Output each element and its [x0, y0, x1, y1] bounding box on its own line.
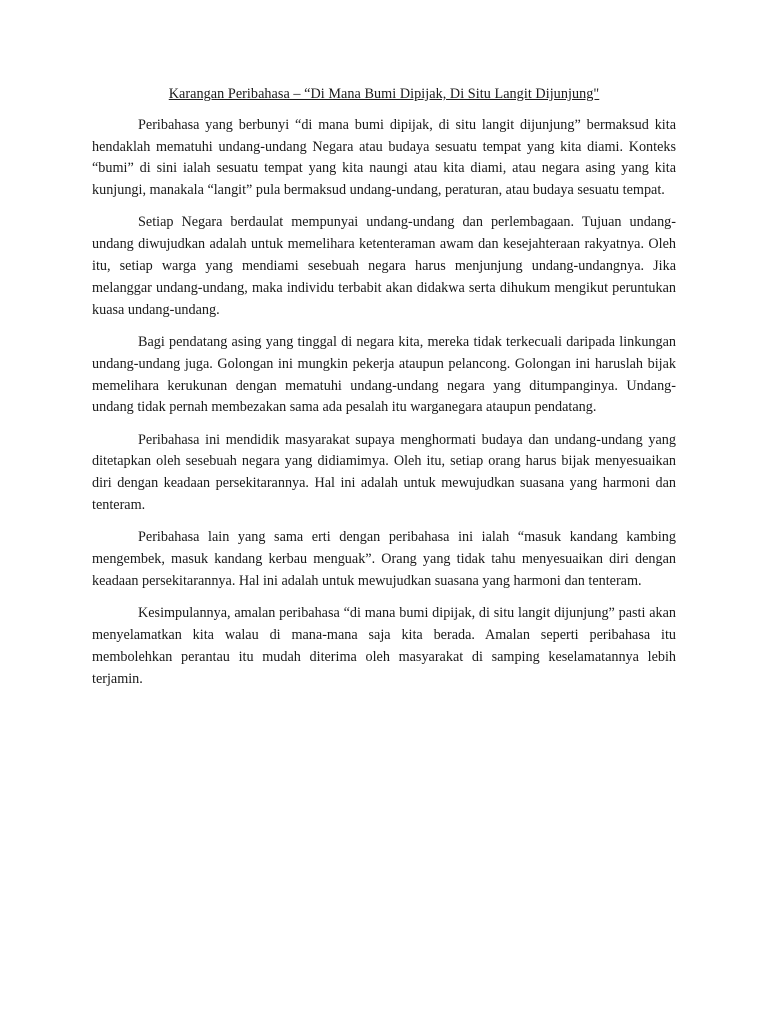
- paragraph-5: Peribahasa lain yang sama erti dengan peribahasa ini ialah “masuk kandang kambing mengembek, masuk kandang kerbau menguak”. Orang yang tidak tahu menyesuaikan diri dengan keadaan persekitarannya. Hal ini adalah untuk mewujudkan suasana yang harmoni dan tenteram.: [92, 529, 676, 589]
- paragraph-1: Peribahasa yang berbunyi “di mana bumi dipijak, di situ langit dijunjung” bermaksud kita hendaklah mematuhi undang-undang Negara atau budaya sesuatu tempat yang kita diami. Konteks “bumi” di sini ialah sesuatu tempat yang kita naungi atau kita diami, atau negara asing yang kita kunjungi, manakala “langit” pula bermaksud undang-undang, peraturan, atau budaya sesuatu tempat.: [92, 116, 676, 199]
- paragraph-2: Setiap Negara berdaulat mempunyai undang-undang dan perlembagaan. Tujuan undang-undang diwujudkan adalah untuk memelihara ketenteraman awam dan kesejahteraan rakyatnya. Oleh itu, setiap warga yang mendiami sesebuah negara harus menjunjung undang-undangnya. Jika melanggar undang-undang, maka individu terbabit akan didakwa serta dihukum mengikut peruntukan kuasa undang-undang.: [92, 214, 676, 318]
- paragraph-6: Kesimpulannya, amalan peribahasa “di mana bumi dipijak, di situ langit dijunjung” pasti akan menyelamatkan kita walau di mana-mana saja kita berada. Amalan seperti peribahasa itu membolehkan perantau itu mudah diterima oleh masyarakat di samping keselamatannya lebih terjamin.: [92, 605, 676, 687]
- paragraph-4: Peribahasa ini mendidik masyarakat supaya menghormati budaya dan undang-undang yang ditetapkan oleh sesebuah negara yang didiamimya. Oleh itu, setiap orang harus bijak menyesuaikan diri dengan keadaan persekitarannya. Hal ini adalah untuk mewujudkan suasana yang harmoni dan tenteram.: [92, 431, 676, 514]
- essay-title: Karangan Peribahasa – “Di Mana Bumi Dipijak, Di Situ Langit Dijunjung": [168, 86, 600, 102]
- document-body: [92, 84, 676, 701]
- paragraph-3: Bagi pendatang asing yang tinggal di negara kita, mereka tidak terkecuali daripada linkungan undang-undang juga. Golongan ini mungkin pekerja ataupun pelancong. Golongan ini haruslah bijak memelihara kerukunan dengan mematuhi undang-undang negara yang ditumpanginya. Undang-undang tidak pernah membezakan sama ada pesalah itu warganegara ataupun pendatang.: [92, 333, 676, 416]
